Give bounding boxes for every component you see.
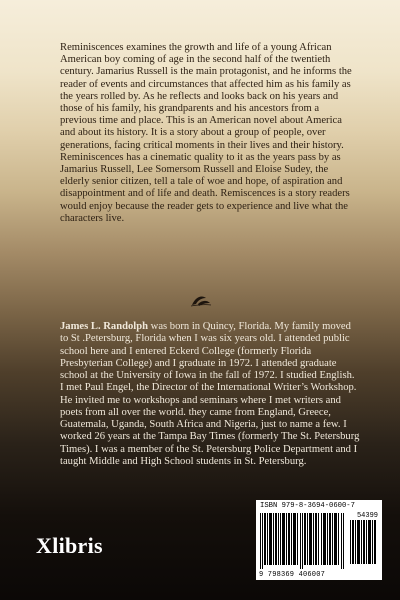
- publisher-logo: Xlibris: [36, 533, 103, 558]
- author-name: James L. Randolph: [60, 321, 149, 332]
- isbn-label: ISBN 979-8-3694-0600-7: [260, 502, 355, 510]
- ean-barcode-icon: [260, 511, 346, 569]
- barcode: [256, 500, 382, 580]
- synopsis-text: Reminiscences examines the growth and life of a young African American boy coming of age in the second half of the twentieth century. Jamarius Russell is the main protagonist, and he informs the reader of events and circumstances that affected him as his family as the years rolled by. As he reflects and looks back on his years and those of his family, his grandparents and his ancestors from a previous time and place. This is an American novel about America and about its history. It is a story about a group of people, over generations, facing critical moments in their lives and their history. Reminiscences has a cinematic quality to it as the years pass by as Jamarius Russell, Lee Somersom Russell and Eloise Sudey, the elderly senior citizen, tell a tale of woe and hope, of aspiration and disappointment and of life and death. Remiscences is a story readers would enjoy because the reader gets to experience and live what the characters live.: [60, 42, 352, 224]
- author-bio-text: was born in Quincy, Florida. My family moved to St .Petersburg, Florida when I was six years old. I attended public school here and I entered Eckerd College (formerly Florida Presbyterian College) and I graduate in 1972. I attended graduate school at the University of Iowa in the fall of 1972. I studied English. I met Paul Engel, the Director of the International Writer’s Workshop. He invited me to workshops and seminars where I met writers and poets from all over the world. they came from England, Greece, Guatemala, Uganda, South Africa and Nigeria, just to name a few. I worked 26 years at the Tampa Bay Times (formerly The St. Petersburg Times). I was a member of the St. Petersburg Police Department and I taught Middle and High School students in St. Petersburg.: [60, 321, 360, 467]
- price-code: 54399: [356, 512, 378, 520]
- price-barcode-icon: [350, 520, 378, 564]
- author-bio: [60, 321, 360, 468]
- barcode-digits: 9 798369 406007: [259, 571, 326, 579]
- leaf-flourish-icon: [190, 292, 212, 308]
